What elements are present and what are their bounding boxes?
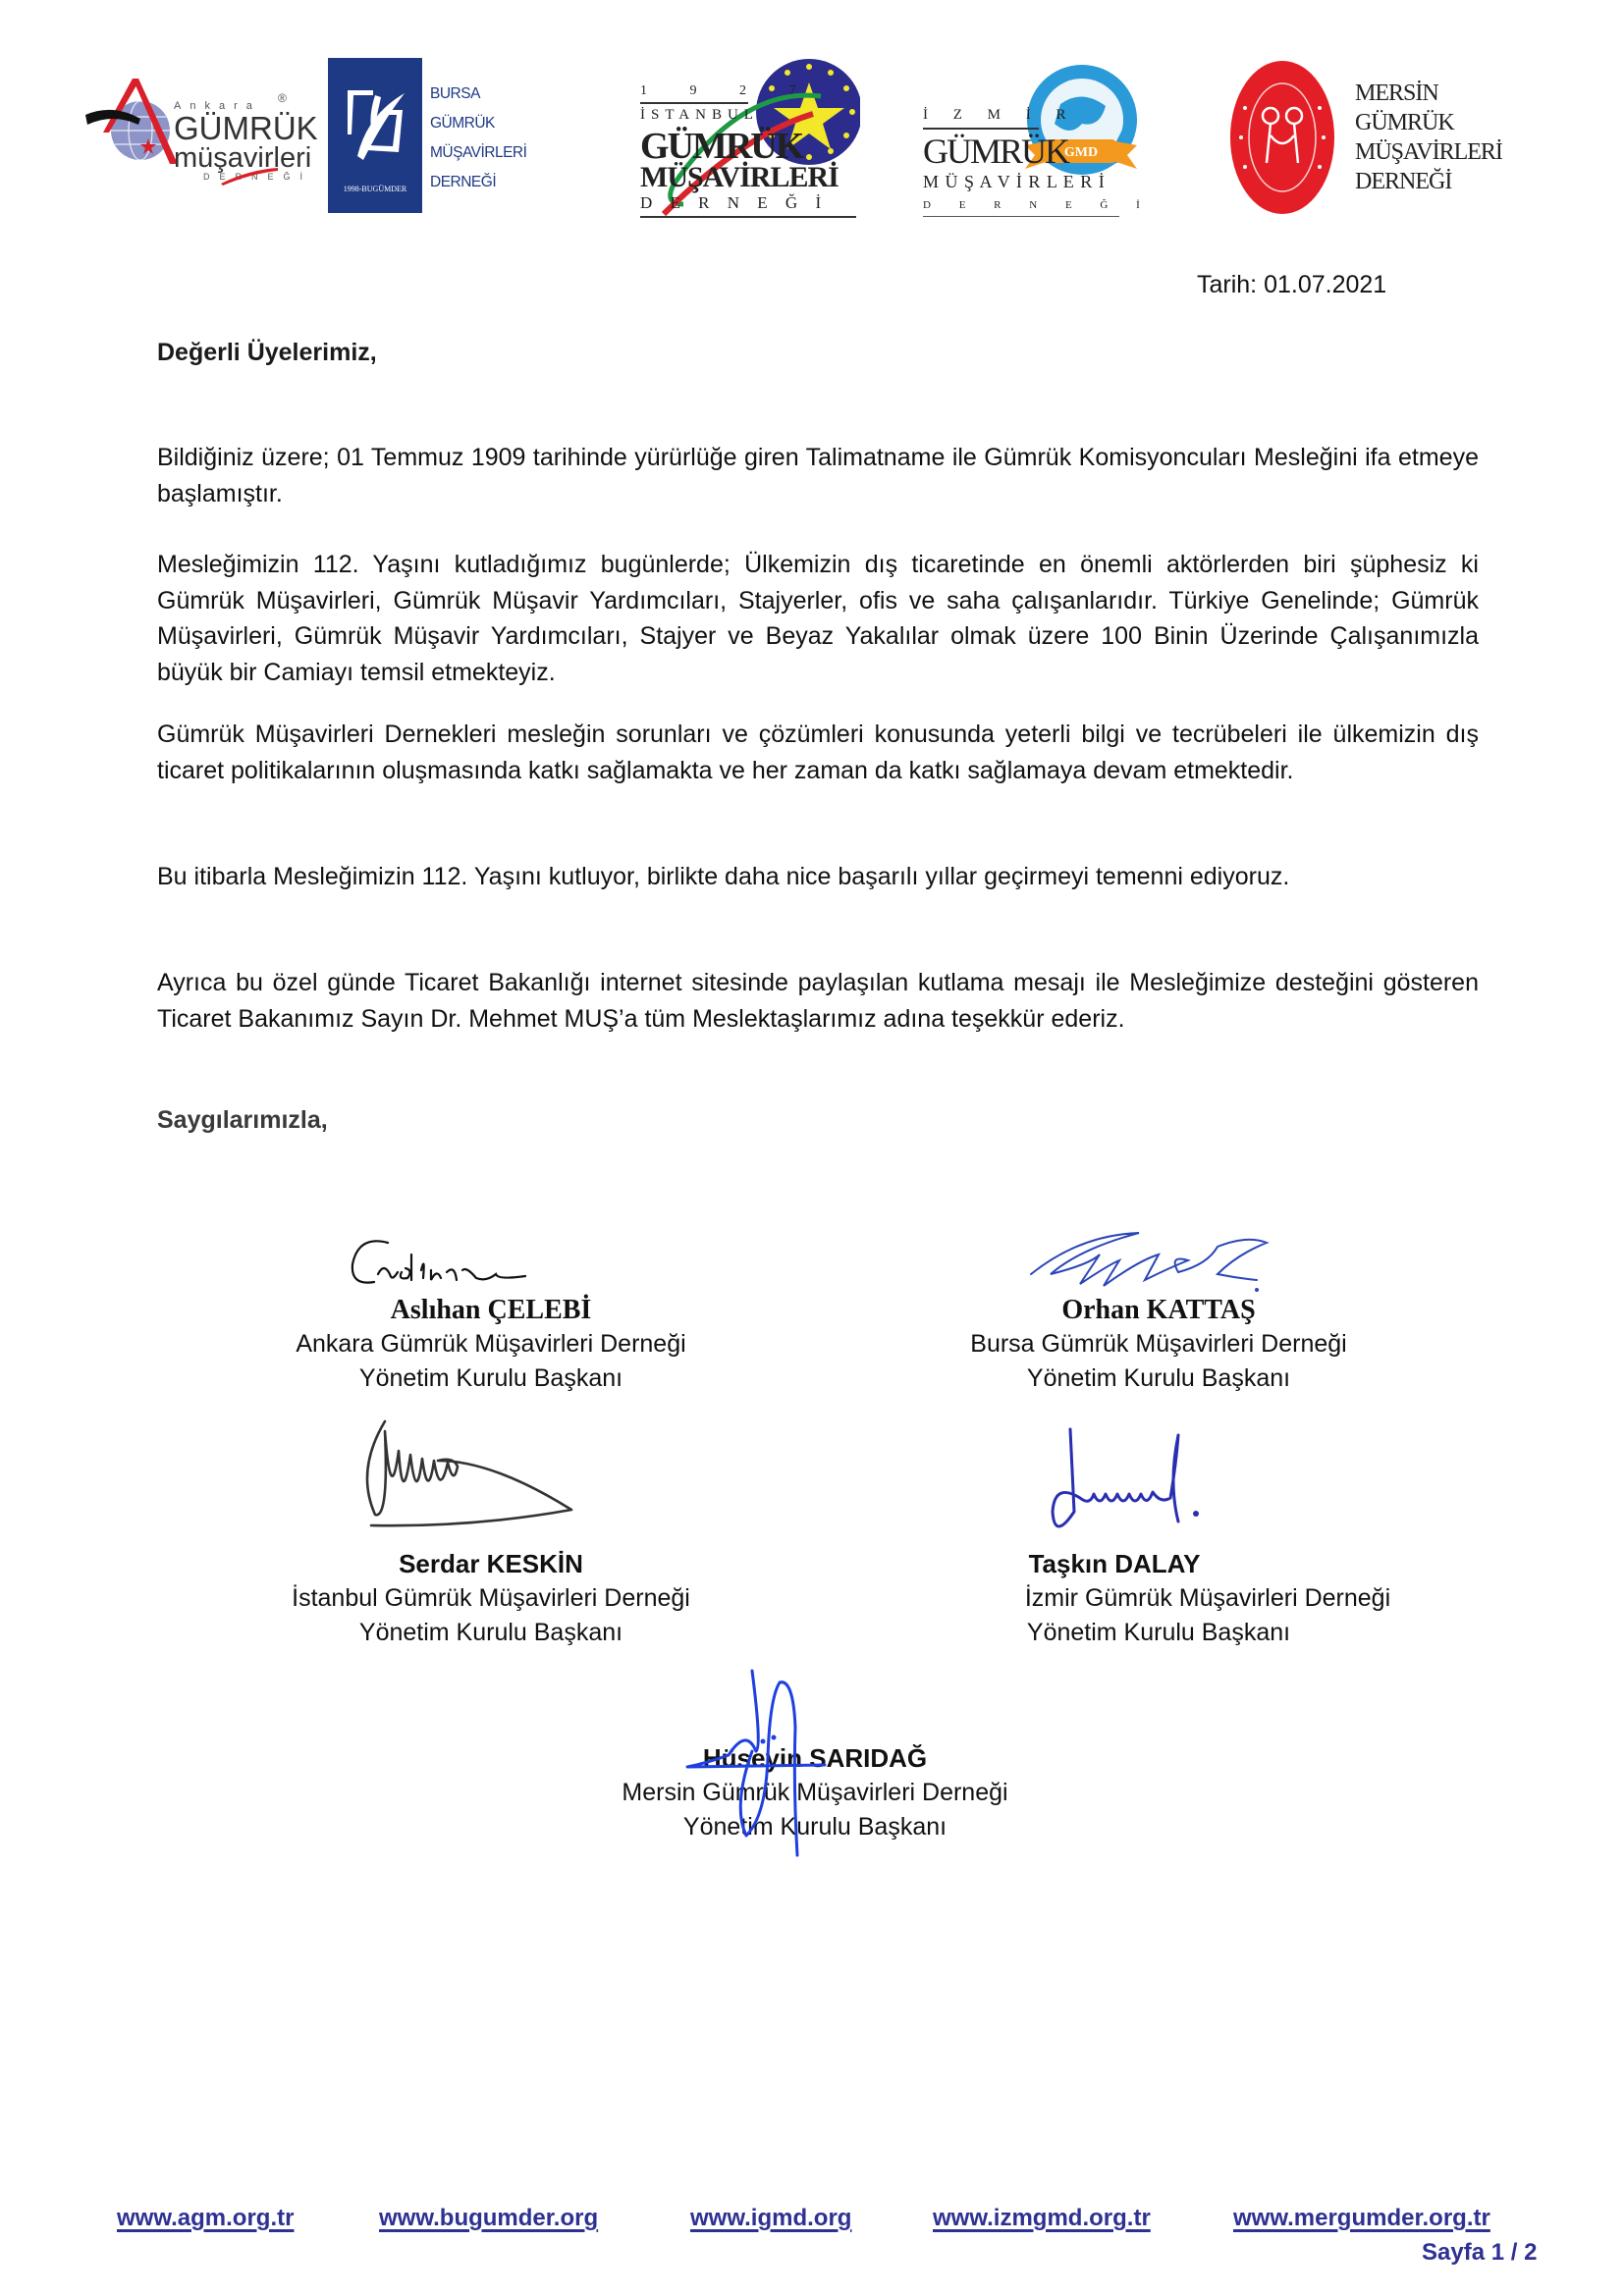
mersin-line: MÜŞAVİRLERİ xyxy=(1355,139,1502,165)
istanbul-city: İSTANBUL xyxy=(640,107,759,123)
closing: Saygılarımızla, xyxy=(157,1106,328,1134)
logo-mersin xyxy=(1227,59,1502,221)
logo-izmir xyxy=(923,59,1159,221)
bursa-line: GÜMRÜK xyxy=(430,115,495,132)
bursa-logo-text xyxy=(430,80,526,197)
signatory-name: Serdar KESKİN xyxy=(399,1549,583,1578)
signature-saridag-icon xyxy=(668,1669,844,1865)
footer-link-izmgmd[interactable]: www.izmgmd.org.tr xyxy=(933,2205,1151,2231)
signature-kattas-icon xyxy=(1021,1225,1276,1294)
salutation: Değerli Üyelerimiz, xyxy=(157,339,377,366)
signatory-title: Yönetim Kurulu Başkanı xyxy=(682,1813,947,1841)
ankara-logo-line2: GÜMRÜK xyxy=(174,110,318,146)
istanbul-line3: D E R N E Ğ İ xyxy=(640,193,829,212)
signatory-org: Mersin Gümrük Müşavirleri Derneği xyxy=(622,1779,1008,1806)
izmir-city: İ Z M İ R xyxy=(923,107,1077,123)
logo-istanbul xyxy=(624,57,860,219)
istanbul-line2: MÜŞAVİRLERİ xyxy=(640,161,839,193)
footer-link-igmd[interactable]: www.igmd.org xyxy=(690,2205,852,2231)
ankara-logo-line3: müşavirleri xyxy=(174,142,312,174)
signatory-org: İstanbul Gümrük Müşavirleri Derneği xyxy=(292,1584,690,1612)
izmir-line1: GÜMRÜK xyxy=(923,132,1069,171)
signatory-name: Orhan KATTAŞ xyxy=(1061,1295,1256,1325)
signature-block-bursa xyxy=(884,1294,1434,1396)
izmir-rule xyxy=(923,128,1039,130)
signatory-title: Yönetim Kurulu Başkanı xyxy=(358,1364,623,1392)
signature-dalay-icon xyxy=(1051,1423,1247,1541)
signature-block-ankara xyxy=(216,1294,766,1396)
ankara-swoosh-icon xyxy=(221,168,280,187)
istanbul-line1: GÜMRÜK xyxy=(640,126,803,167)
signature-celebi-icon xyxy=(349,1235,535,1294)
ankara-logo-line1: Ankara xyxy=(174,100,261,112)
bursa-line: BURSA xyxy=(430,85,480,102)
bursa-line: DERNEĞİ xyxy=(430,174,497,190)
svg-text:GMD: GMD xyxy=(1063,145,1099,160)
izmir-line2: M Ü Ş A V İ R L E R İ xyxy=(923,172,1106,191)
izmir-rule-bottom xyxy=(923,216,1119,217)
signatory-name: Taşkın DALAY xyxy=(1028,1549,1201,1578)
ankara-logo-line4: DERNEĞİ xyxy=(203,172,313,182)
paragraph-5: Ayrıca bu özel günde Ticaret Bakanlığı internet sitesinde paylaşılan kutlama mesajı ile Mesleğimize desteğini gösteren Ticaret Bakanımız Sayın Dr. Mehmet MUŞ’a tüm Meslektaşlarımız adına teşekkür ederiz. xyxy=(157,969,1479,1033)
paragraph-3: Gümrük Müşavirleri Dernekleri mesleğin sorunları ve çözümleri konusunda yeterli bilgi ve tecrübeleri ile ülkemizin dış ticaret politikalarının oluşmasında katkı sağlamakta ve her zaman da katkı sağlamaya devam etmektedir. xyxy=(157,721,1479,784)
mersin-seal-icon xyxy=(1227,59,1340,216)
mersin-line: GÜMRÜK xyxy=(1355,110,1454,135)
bursa-emblem xyxy=(328,58,422,213)
page-number: Sayfa 1 / 2 xyxy=(1422,2239,1538,2266)
logo-ankara xyxy=(83,74,318,182)
istanbul-year: 1 9 2 7 xyxy=(640,83,816,98)
bursa-leaf-icon xyxy=(328,66,422,174)
footer-link-mergumder[interactable]: www.mergumder.org.tr xyxy=(1233,2205,1490,2231)
signatory-title: Yönetim Kurulu Başkanı xyxy=(1026,1619,1291,1646)
istanbul-rule xyxy=(640,102,748,104)
mersin-logo-text xyxy=(1355,79,1502,196)
mersin-line: MERSİN xyxy=(1355,80,1438,106)
bursa-line: MÜŞAVİRLERİ xyxy=(430,144,527,161)
signatory-name: Aslıhan ÇELEBİ xyxy=(390,1295,592,1325)
bursa-badge-text: 1998-BUGÜMDER xyxy=(343,185,407,193)
signatory-title: Yönetim Kurulu Başkanı xyxy=(1026,1364,1291,1392)
signatory-org: İzmir Gümrük Müşavirleri Derneği xyxy=(1024,1584,1391,1612)
signatory-org: Ankara Gümrük Müşavirleri Derneği xyxy=(296,1330,686,1358)
registered-mark: ® xyxy=(278,91,287,105)
letter-date: Tarih: 01.07.2021 xyxy=(1197,271,1387,298)
signatory-title: Yönetim Kurulu Başkanı xyxy=(358,1619,623,1646)
signature-block-izmir xyxy=(952,1547,1424,1650)
signature-block-istanbul xyxy=(216,1547,766,1650)
signatory-name: Hüseyin SARIDAĞ xyxy=(702,1743,928,1773)
istanbul-rule-bottom xyxy=(640,216,856,218)
footer-link-agm[interactable]: www.agm.org.tr xyxy=(117,2205,295,2231)
izmir-line3: D E R N E Ğ İ xyxy=(923,199,1153,211)
paragraph-2: Mesleğimizin 112. Yaşını kutladığımız bugünlerde; Ülkemizin dış ticaretinde en önemli aktörlerden biri şüphesiz ki Gümrük Müşavirleri, Gümrük Müşavir Yardımcıları, Stajyerler, ofis ve saha çalışanlarıdır. Türkiye Genelinde; Gümrük Müşavirleri, Gümrük Müşavir Yardımcıları, Stajyer ve Beyaz Yakalılar olmak üzere 100 Binin Üzerinde Çalışanımızla büyük bir Camiayı temsil etmekteyiz. xyxy=(157,551,1479,686)
logo-bursa xyxy=(328,58,554,215)
signatory-org: Bursa Gümrük Müşavirleri Derneği xyxy=(970,1330,1347,1358)
mersin-line: DERNEĞİ xyxy=(1355,169,1452,194)
paragraph-4: Bu itibarla Mesleğimizin 112. Yaşını kutluyor, birlikte daha nice başarılı yıllar geçirmeyi temenni ediyoruz. xyxy=(157,863,1290,890)
paragraph-1: Bildiğiniz üzere; 01 Temmuz 1909 tarihinde yürürlüğe giren Talimatname ile Gümrük Komisyoncuları Mesleğini ifa etmeye başlamıştır. xyxy=(157,444,1479,507)
signature-keskin-icon xyxy=(355,1412,581,1539)
footer-link-bugumder[interactable]: www.bugumder.org xyxy=(379,2205,599,2231)
